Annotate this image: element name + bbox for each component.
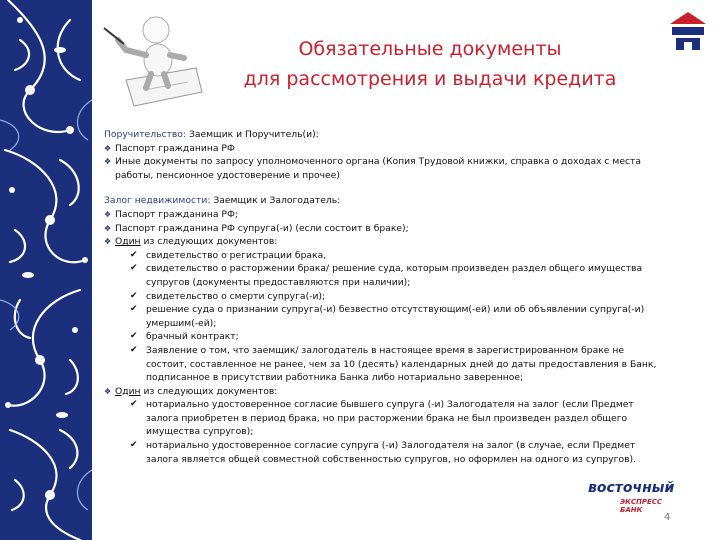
checkmark-icon: ✔ — [130, 263, 138, 274]
title-line-2: для рассмотрения и выдачи кредита — [243, 68, 617, 90]
list-item: ❖ Один из следующих документов: — [104, 236, 278, 248]
checkmark-icon: ✔ — [130, 344, 138, 355]
bank-logo-icon — [666, 8, 710, 54]
diamond-bullet-icon: ❖ — [104, 223, 112, 233]
page-title — [200, 34, 660, 94]
sub-list-item: ✔ свидетельство о смерти супруга(-и); — [130, 290, 326, 302]
diamond-bullet-icon: ❖ — [104, 157, 112, 167]
sub-list-item: ✔ брачный контракт; — [130, 331, 239, 343]
diamond-bullet-icon: ❖ — [104, 386, 112, 396]
list-item: ❖ Паспорт гражданина РФ — [104, 142, 235, 154]
sub-list-item: ✔ свидетельство о расторжении брака/ решение суда, которым произведен раздел общего имущества супругов (документы предоставляются при наличии); — [130, 263, 643, 288]
bank-wordmark — [586, 480, 678, 514]
sub-list-item: ✔ нотариально удостоверенное согласие супруга (-и) Залогодателя на залог (в случае, если Предмет залога является общей совместной собственностью супругов, но оформлен на одного из супругов). — [130, 440, 636, 465]
list-item: ❖ Иные документы по запросу уполномоченного органа (Копия Трудовой книжки, справка о доходах с места работы, пенсионное удостоверение и прочее) — [104, 156, 642, 181]
diamond-bullet-icon: ❖ — [104, 143, 112, 153]
figure-with-document-icon — [96, 10, 206, 110]
checkmark-icon: ✔ — [130, 399, 138, 410]
document-list — [104, 128, 664, 466]
sub-list-item: ✔ нотариально удостоверенное согласие бывшего супруга (-и) Залогодателя на залог (если Предмет залога приобретен в период брака, но при расторжении брака не был произведен раздел общего имущества супругов); — [130, 399, 634, 438]
page-number: 4 — [664, 512, 671, 523]
checkmark-icon: ✔ — [130, 304, 138, 315]
checkmark-icon: ✔ — [130, 440, 138, 451]
sub-list-item: ✔ свидетельство о регистрации брака, — [130, 249, 327, 261]
section-label-rest: Заемщик и Поручитель(и): — [186, 129, 319, 140]
diamond-bullet-icon: ❖ — [104, 237, 112, 247]
ornament-band — [0, 0, 92, 540]
sub-list-item: ✔ решение суда о признании супруга(-и) безвестно отсутствующим(-ей) или об объявлении супруга(-и) умершим(-ей); — [130, 304, 645, 329]
sub-list-item: ✔ Заявление о том, что заемщик/ залогодатель в настоящее время в зарегистрированном браке не состоит, составленное не ранее, чем за 10 (десять) календарных дней до даты предоставления в Банк, подписанное в присутствии работника Банка либо нотариально заверенное; — [130, 344, 657, 384]
title-line-1: Обязательные документы — [298, 38, 562, 60]
checkmark-icon: ✔ — [130, 290, 138, 301]
list-item: ❖ Паспорт гражданина РФ супруга(-и) (если состоит в браке); — [104, 222, 409, 234]
checkmark-icon: ✔ — [130, 249, 138, 260]
section-heading-real-estate — [104, 194, 664, 208]
wordmark-sub: ЭКСПРЕСС БАНК — [620, 498, 663, 514]
wordmark-main: восточный — [588, 480, 675, 496]
section-label: Поручительство: — [104, 129, 187, 140]
section-heading-guarantee — [104, 128, 664, 142]
list-item: ❖ Один из следующих документов: — [104, 385, 278, 397]
section-label-rest: Заемщик и Залогодатель: — [210, 195, 341, 207]
checkmark-icon: ✔ — [130, 331, 138, 342]
list-item: ❖ Паспорт гражданина РФ; — [104, 208, 238, 220]
diamond-bullet-icon: ❖ — [104, 209, 112, 219]
section-label: Залог недвижимости: — [104, 195, 211, 207]
floral-ornament-icon — [0, 0, 92, 540]
